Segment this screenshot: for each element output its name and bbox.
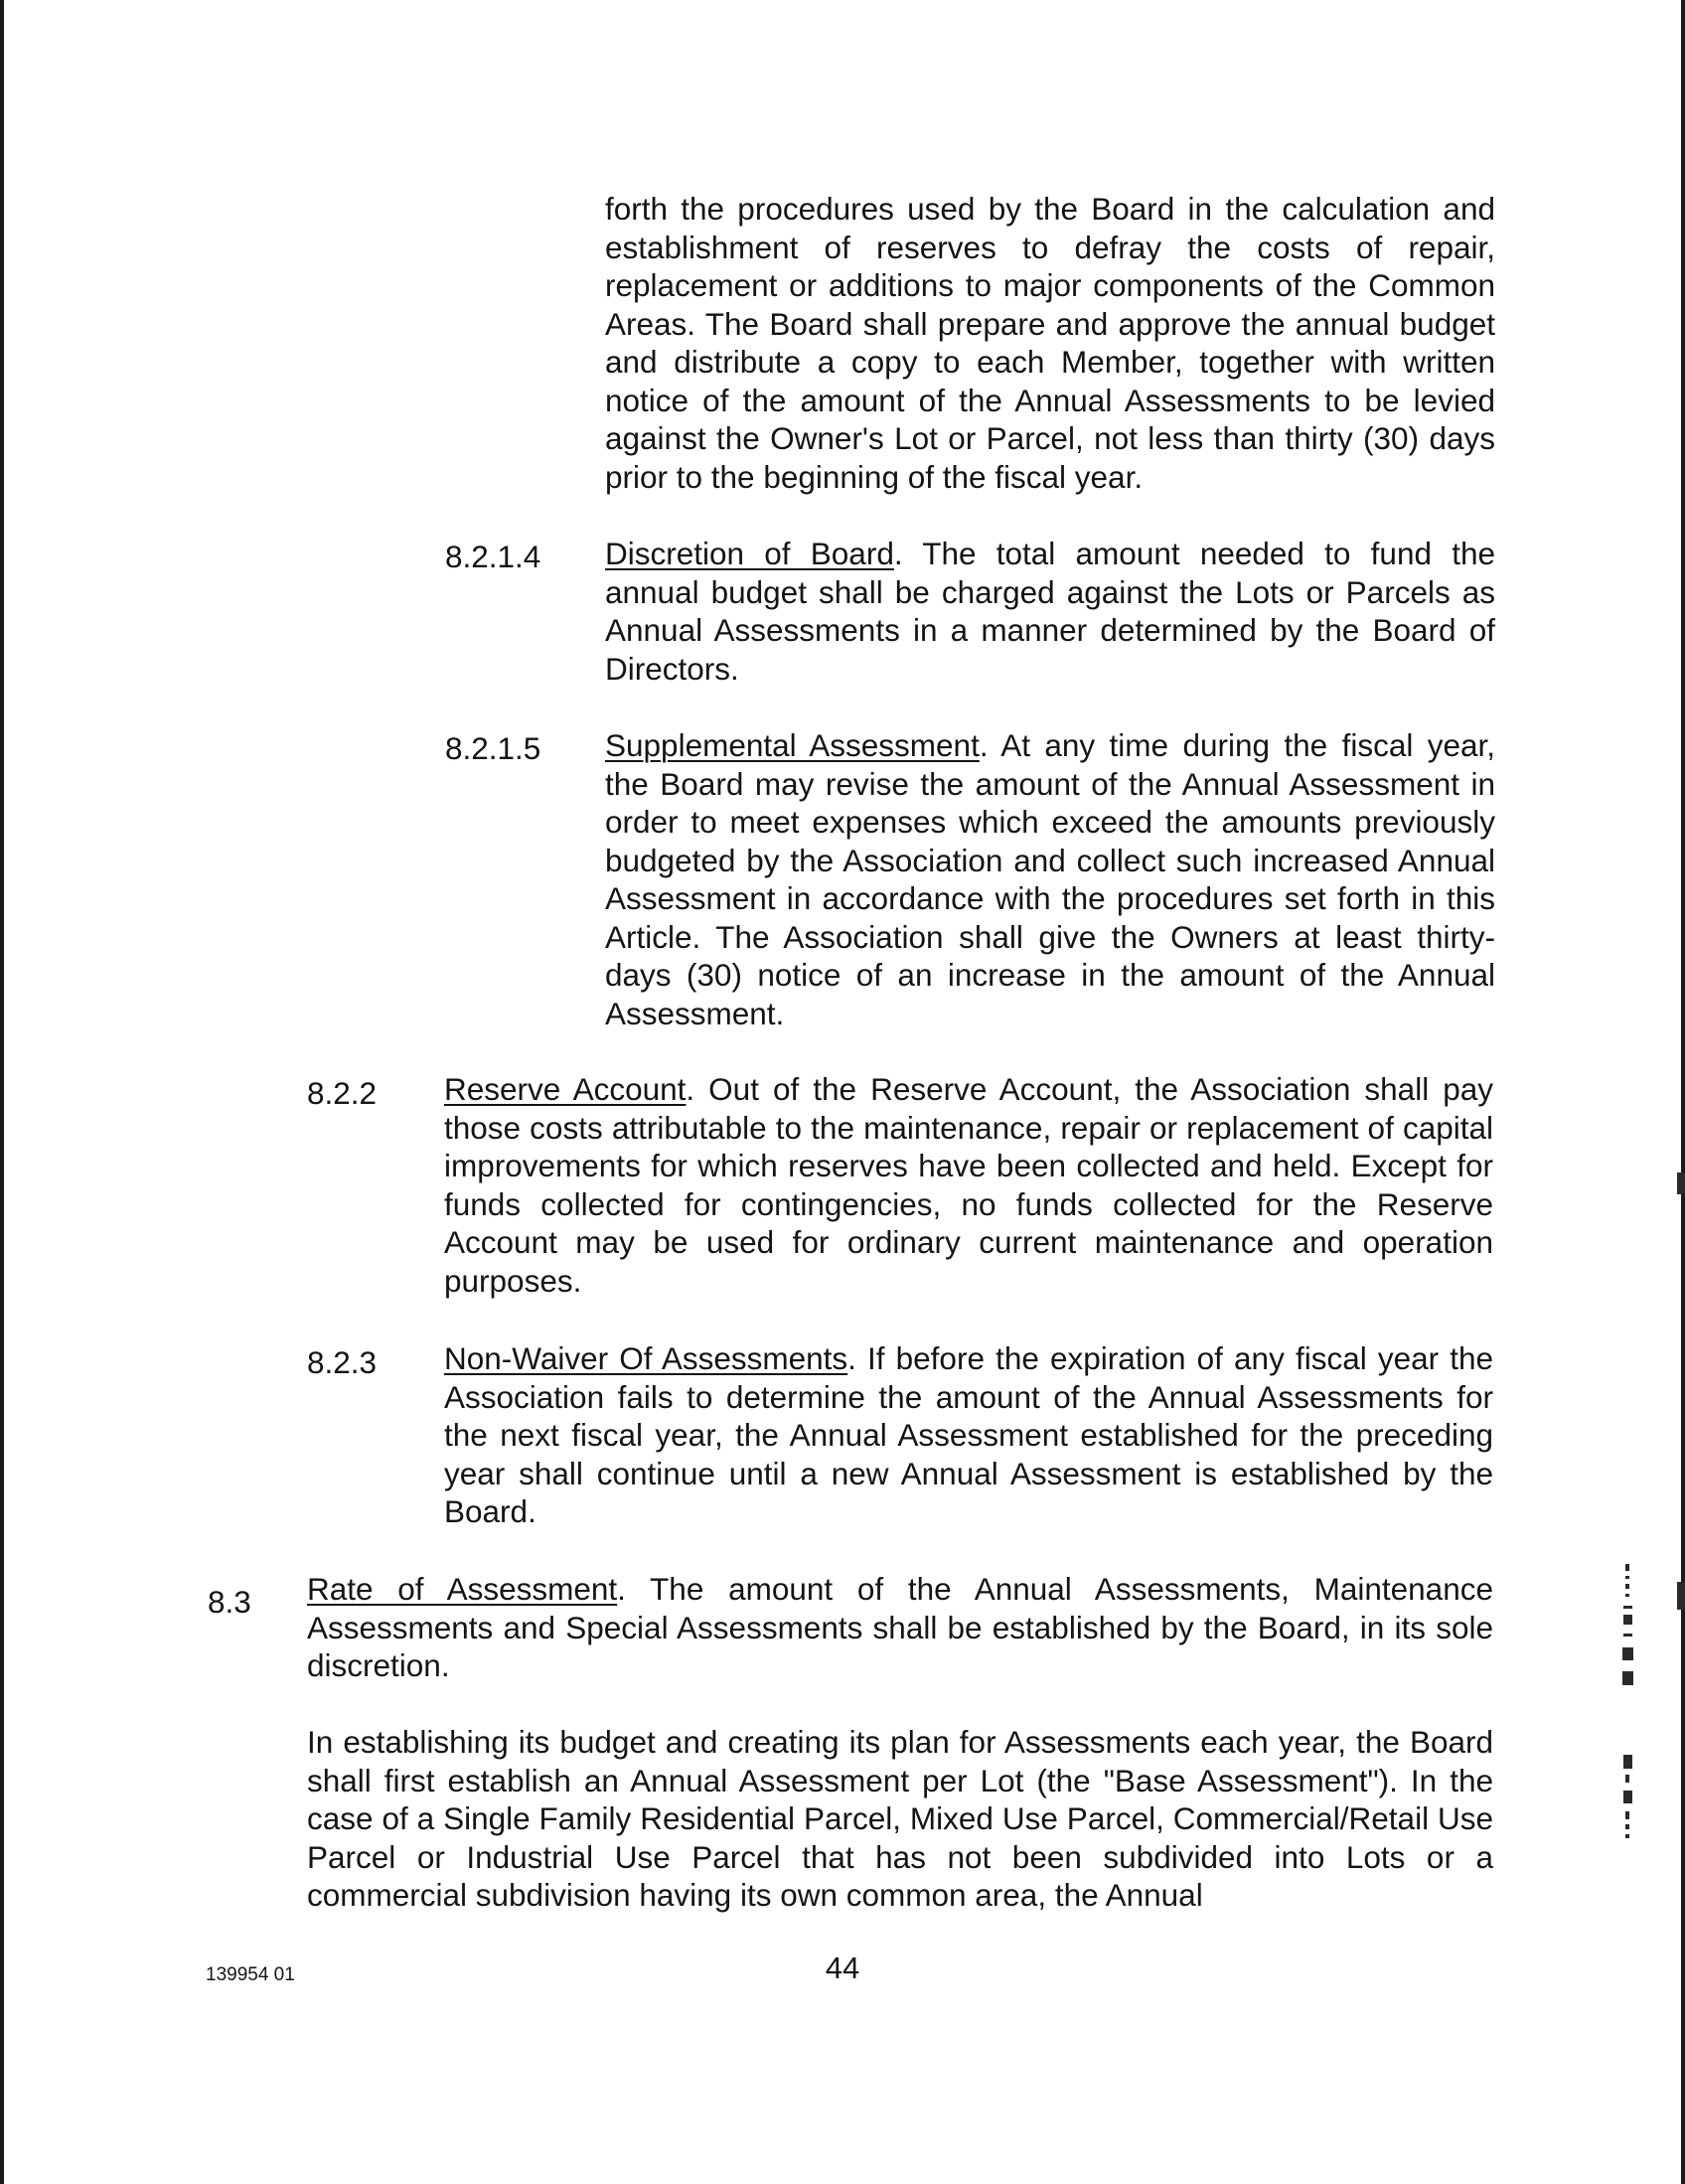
section-8-2-3-text: . If before the expiration of any fiscal year the Association fails to determine the amount of the Annual Assessments for the next fiscal year, the Annual Assessment established for the preceding year shall continue until a new Annual Assessment is established by the Board. <box>444 1340 1493 1529</box>
section-8-2-1-4-body <box>605 535 1495 688</box>
scan-speck <box>1677 1172 1685 1194</box>
scan-left-edge <box>0 0 4 2184</box>
section-8-2-1-4-text: . The total amount needed to fund the annual budget shall be charged against the Lots or Parcels as Annual Assessments in a manner determined by the Board of Directors. <box>605 536 1496 687</box>
section-8-2-2-text: . Out of the Reserve Account, the Association shall pay those costs attributable to the maintenance, repair or replacement of capital improvements for which reserves have been collected and held. Except for funds collected for contingencies, no funds collected for the Reserve Account may be used for ordinary current maintenance and operation purposes. <box>444 1071 1493 1299</box>
base-assessment-paragraph: In establishing its budget and creating its plan for Assessments each year, the Board shall first establish an Annual Assessment per Lot (the "Base Assessment"). In the case of a Single Family Residential Parcel, Mixed Use Parcel, Commercial/Retail Use Parcel or Industrial Use Parcel that has not been subdivided into Lots or a commercial subdivision having its own common area, the Annual <box>307 1724 1493 1913</box>
section-number-8-2-3: 8.2.3 <box>307 1344 378 1380</box>
section-heading-discretion-of-board: Discretion of Board <box>605 536 894 571</box>
section-heading-non-waiver-of-assessments: Non-Waiver Of Assessments <box>444 1340 848 1376</box>
section-8-2-3-body <box>444 1339 1493 1531</box>
section-8-2-2-body <box>444 1070 1493 1300</box>
section-number-8-2-2: 8.2.2 <box>307 1075 378 1111</box>
section-8-3-text: . The amount of the Annual Assessments, Maintenance Assessments and Special Assessments shall be established by the Board, in its sole discretion. <box>307 1571 1493 1683</box>
section-number-8-2-1-5: 8.2.1.5 <box>445 730 541 766</box>
scan-right-edge <box>1681 0 1685 2184</box>
scan-speck <box>1677 1582 1685 1610</box>
section-number-8-3: 8.3 <box>208 1584 251 1620</box>
section-8-2-1-5-text: . At any time during the fiscal year, the Board may revise the amount of the Annual Assessment in order to meet expenses which exceed the amounts previously budgeted by the Association and collect such increased Annual Assessment in accordance with the procedures set forth in this Article. The Association shall give the Owners at least thirty-days (30) notice of an increase in the amount of the Annual Assessment. <box>605 727 1496 1031</box>
section-heading-reserve-account: Reserve Account <box>444 1071 687 1107</box>
section-heading-supplemental-assessment: Supplemental Assessment <box>605 727 980 763</box>
section-number-8-2-1-4: 8.2.1.4 <box>445 539 541 574</box>
section-heading-rate-of-assessment: Rate of Assessment <box>307 1571 618 1607</box>
section-8-2-1-5-body <box>605 726 1495 1032</box>
recording-stamp-mark <box>1608 1560 1647 1904</box>
page-number: 44 <box>825 1950 860 1985</box>
section-8-3-body <box>307 1570 1493 1685</box>
continuation-paragraph: forth the procedures used by the Board in the calculation and establishment of reserves to defray the costs of repair, replacement or additions to major components of the Common Areas. The Board shall prepare and approve the annual budget and distribute a copy to each Member, together with written notice of the amount of the Annual Assessments to be levied against the Owner's Lot or Parcel, not less than thirty (30) days prior to the beginning of the fiscal year. <box>605 191 1495 495</box>
document-code: 139954 01 <box>206 1964 295 1985</box>
